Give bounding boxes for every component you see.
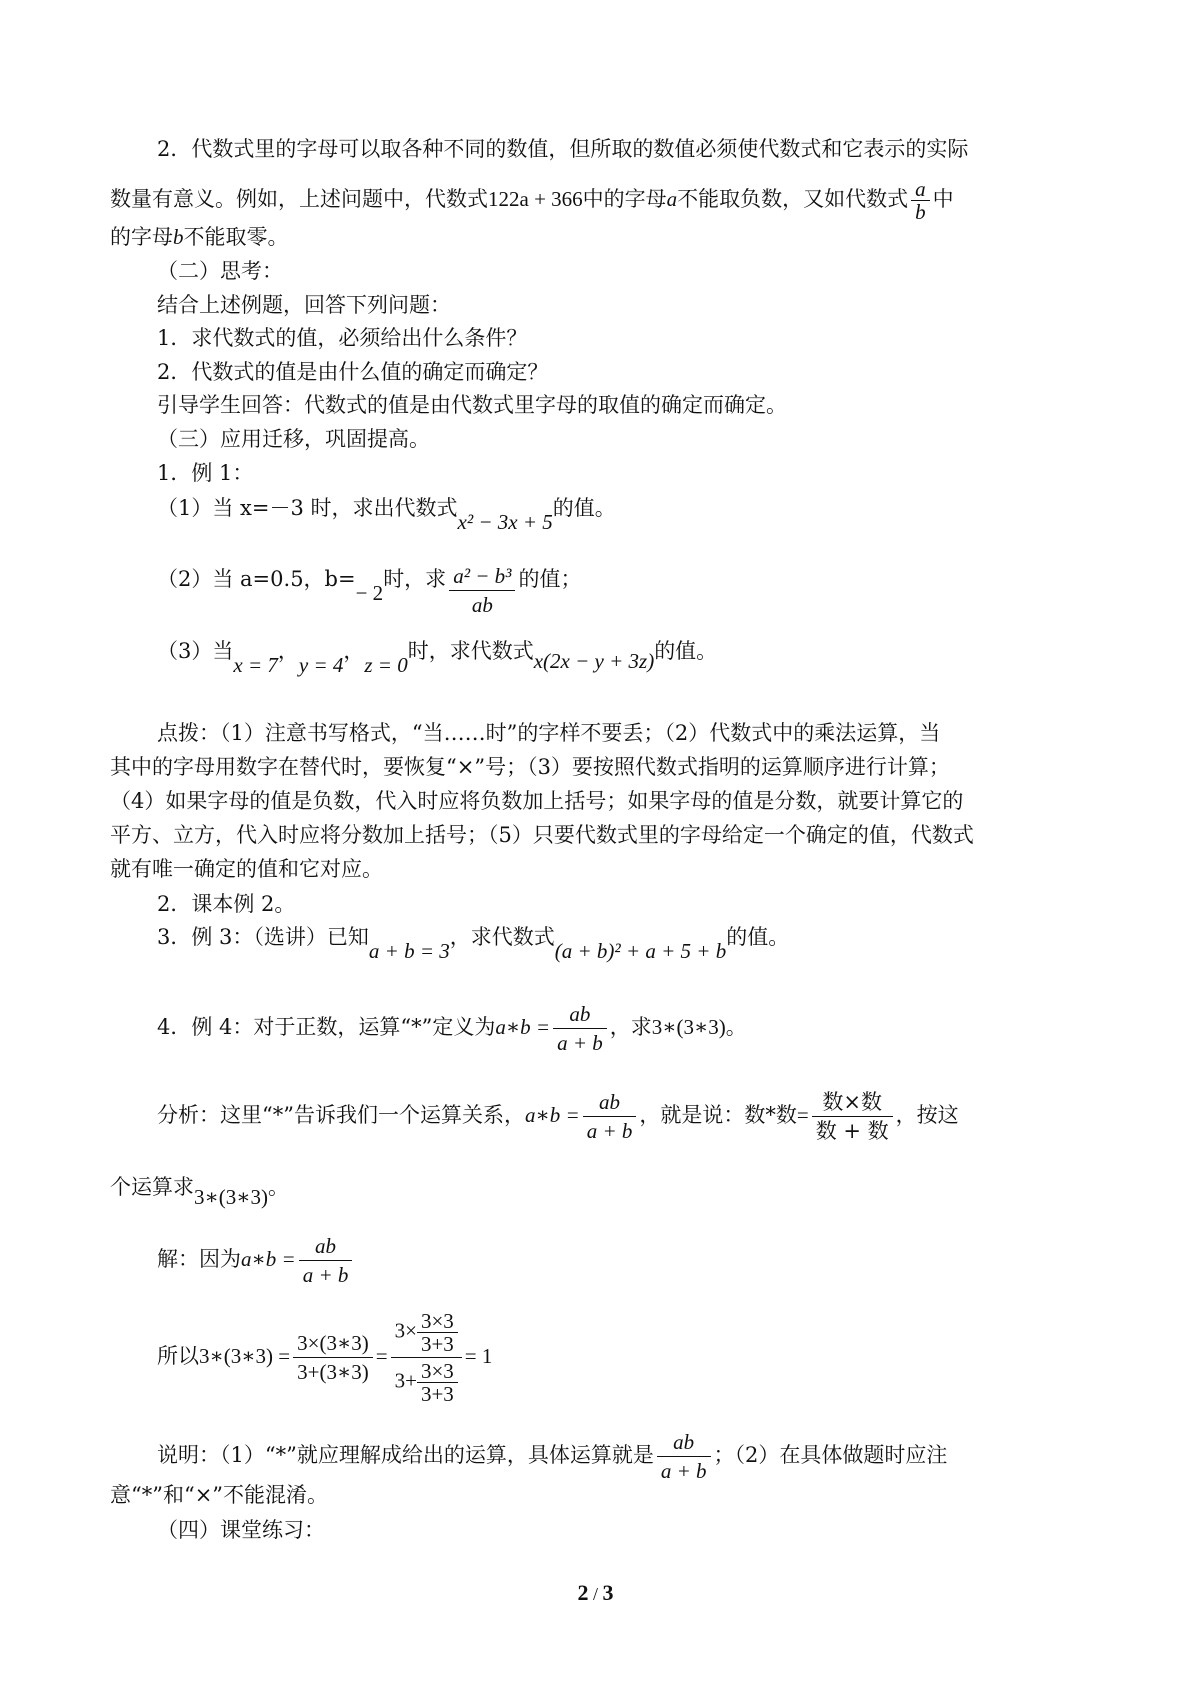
text: 的值。 [552, 496, 616, 520]
inner-fraction [417, 1360, 458, 1405]
denominator: a + b [660, 1459, 707, 1483]
fraction-ab-over-a-plus-b [657, 1428, 711, 1485]
note-line2: 意“*”和“×”不能混淆。 [110, 1483, 329, 1507]
text: ，就是说：数*数 [639, 1103, 797, 1127]
denominator: b [915, 200, 926, 224]
text: 3+ [394, 1368, 417, 1393]
denominator: 3+3 [420, 1382, 454, 1406]
text: 数量有意义。例如，上述问题中，代数式 [110, 187, 488, 211]
math-expression: 3∗(3∗3) [651, 1015, 726, 1039]
math-variable: a [666, 187, 678, 211]
current-page: 2 [577, 1580, 589, 1605]
math-expression: 122a + 366 [488, 187, 583, 211]
math-expression: x = 7 [233, 653, 278, 677]
numerator [391, 1310, 462, 1358]
math-variable: b [173, 225, 184, 249]
example4 [157, 1000, 747, 1057]
numerator: 3×3 [417, 1310, 458, 1333]
fraction-word-definition [812, 1088, 893, 1145]
section-heading-apply: （三）应用迁移，巩固提高。 [157, 427, 430, 451]
section-heading-think: （二）思考： [157, 259, 283, 283]
text: 时，求 [383, 567, 447, 591]
text: 的字母 [110, 225, 173, 249]
denominator: 数 + 数 [815, 1119, 889, 1143]
page-separator: / [588, 1584, 603, 1604]
equals-sign: = [375, 1344, 388, 1368]
numerator: 3×3 [417, 1360, 458, 1383]
math-expression: a∗b = [495, 1015, 551, 1039]
math-expression: x(2x − y + 3z) [533, 649, 655, 673]
text: 所以 [157, 1344, 199, 1368]
text: 的值； [518, 567, 582, 591]
para1-line1: 2．代数式里的字母可以取各种不同的数值，但所取的数值必须使代数式和它表示的实际 [157, 137, 969, 161]
tips-line3: （4）如果字母的值是负数，代入时应将负数加上括号；如果字母的值是分数，就要计算它的 [110, 789, 964, 813]
text: 。 [268, 1175, 290, 1199]
text: 中的字母 [582, 187, 667, 211]
text: 时，求代数式 [407, 639, 534, 663]
text: ，按这 [895, 1103, 959, 1127]
think-intro: 结合上述例题，回答下列问题： [157, 293, 451, 317]
math-expression: a∗b = [241, 1247, 296, 1271]
equals-sign: = [796, 1103, 809, 1127]
numerator: 3×(3∗3) [293, 1329, 373, 1358]
math-expression: z = 0 [364, 653, 408, 677]
think-question-1: 1．求代数式的值，必须给出什么条件？ [157, 326, 528, 350]
math-expression: y = 4 [298, 653, 344, 677]
text: 3．例 3：（选讲）已知 [157, 925, 369, 949]
tips-line1: 点拨：（1）注意书写格式，“当……时”的字样不要丢；（2）代数式中的乘法运算，当 [157, 721, 941, 745]
text: 4．例 4：对于正数，运算“*”定义为 [157, 1015, 496, 1039]
text: ；（2）在具体做题时应注 [713, 1443, 948, 1467]
text: ，求 [609, 1015, 652, 1039]
fraction-expression [449, 562, 515, 619]
math-expression: a + b = 3 [368, 939, 450, 963]
numerator: ab [299, 1232, 353, 1261]
numerator: ab [657, 1428, 711, 1457]
think-answer: 引导学生回答：代数式的值是由代数式里字母的取值的确定而确定。 [157, 393, 787, 417]
note-line1 [157, 1428, 947, 1485]
analysis-line2 [110, 1172, 290, 1209]
text: 3× [394, 1318, 417, 1343]
text: （1）当 x=－3 时，求出代数式 [157, 496, 458, 520]
text: ， [277, 639, 299, 663]
complex-fraction [391, 1310, 462, 1405]
denominator: a + b [557, 1031, 603, 1055]
fraction-ab-over-a-plus-b [583, 1088, 637, 1145]
text: 说明：（1）“*”就应理解成给出的运算，具体运算就是 [157, 1443, 654, 1467]
text: ， [343, 639, 365, 663]
fraction-substitution [293, 1329, 373, 1386]
math-expression: 3∗(3∗3) = [199, 1344, 291, 1368]
text: 中 [932, 187, 954, 211]
denominator: a + b [586, 1119, 633, 1143]
numerator: 数×数 [812, 1088, 893, 1117]
page-number-footer [0, 1580, 1191, 1606]
math-value: − 2 [355, 581, 384, 605]
text: （3）当 [157, 639, 234, 663]
solution-line2 [157, 1310, 492, 1405]
solution-line1 [157, 1232, 355, 1289]
example3 [157, 922, 790, 963]
denominator [391, 1358, 462, 1405]
example1-label: 1．例 1： [157, 461, 254, 485]
tips-line5: 就有唯一确定的值和它对应。 [110, 857, 383, 881]
numerator: a² − b³ [449, 562, 515, 591]
math-expression: x² − 3x + 5 [457, 510, 553, 534]
text: 分析：这里“*”告诉我们一个运算关系， [157, 1103, 525, 1127]
denominator: a + b [302, 1263, 349, 1287]
denominator: 3+(3∗3) [297, 1360, 369, 1384]
analysis-line1 [157, 1088, 959, 1145]
result: = 1 [464, 1344, 493, 1368]
text: 个运算求 [110, 1175, 194, 1199]
text: 不能取负数，又如代数式 [677, 187, 909, 211]
denominator: 3+3 [420, 1332, 454, 1356]
para1-line2 [110, 178, 954, 223]
text: 。 [725, 1015, 747, 1039]
tips-line4: 平方、立方，代入时应将分数加上括号；（5）只要代数式里的字母给定一个确定的值，代数式 [110, 823, 974, 847]
example1-part2 [157, 552, 582, 617]
text: ，求代数式 [449, 925, 555, 949]
fraction-ab-over-a-plus-b [553, 1000, 607, 1057]
fraction-a-over-b [911, 178, 930, 223]
math-expression: (a + b)² + a + 5 + b [554, 939, 727, 963]
inner-fraction [417, 1310, 458, 1355]
example1-part1 [157, 493, 616, 534]
text: （2）当 a=0.5，b= [157, 567, 356, 591]
numerator: a [911, 178, 930, 201]
text: 解：因为 [157, 1247, 241, 1271]
numerator: ab [583, 1088, 637, 1117]
text: 不能取零。 [183, 225, 289, 249]
numerator: ab [553, 1000, 607, 1029]
para1-line3 [110, 222, 289, 252]
tips-line2: 其中的字母用数字在替代时，要恢复“×”号；（3）要按照代数式指明的运算顺序进行计算； [110, 755, 950, 779]
text: 的值。 [726, 925, 790, 949]
think-question-2: 2．代数式的值是由什么值的确定而确定？ [157, 360, 549, 384]
fraction-ab-over-a-plus-b [299, 1232, 353, 1289]
example2: 2．课本例 2。 [157, 892, 296, 916]
text: 的值。 [654, 639, 718, 663]
example1-part3 [157, 636, 718, 677]
math-expression: a∗b = [524, 1103, 580, 1127]
denominator: ab [471, 593, 493, 617]
section-heading-practice: （四）课堂练习： [157, 1518, 325, 1542]
math-expression: 3∗(3∗3) [194, 1185, 269, 1209]
total-pages: 3 [602, 1580, 614, 1605]
